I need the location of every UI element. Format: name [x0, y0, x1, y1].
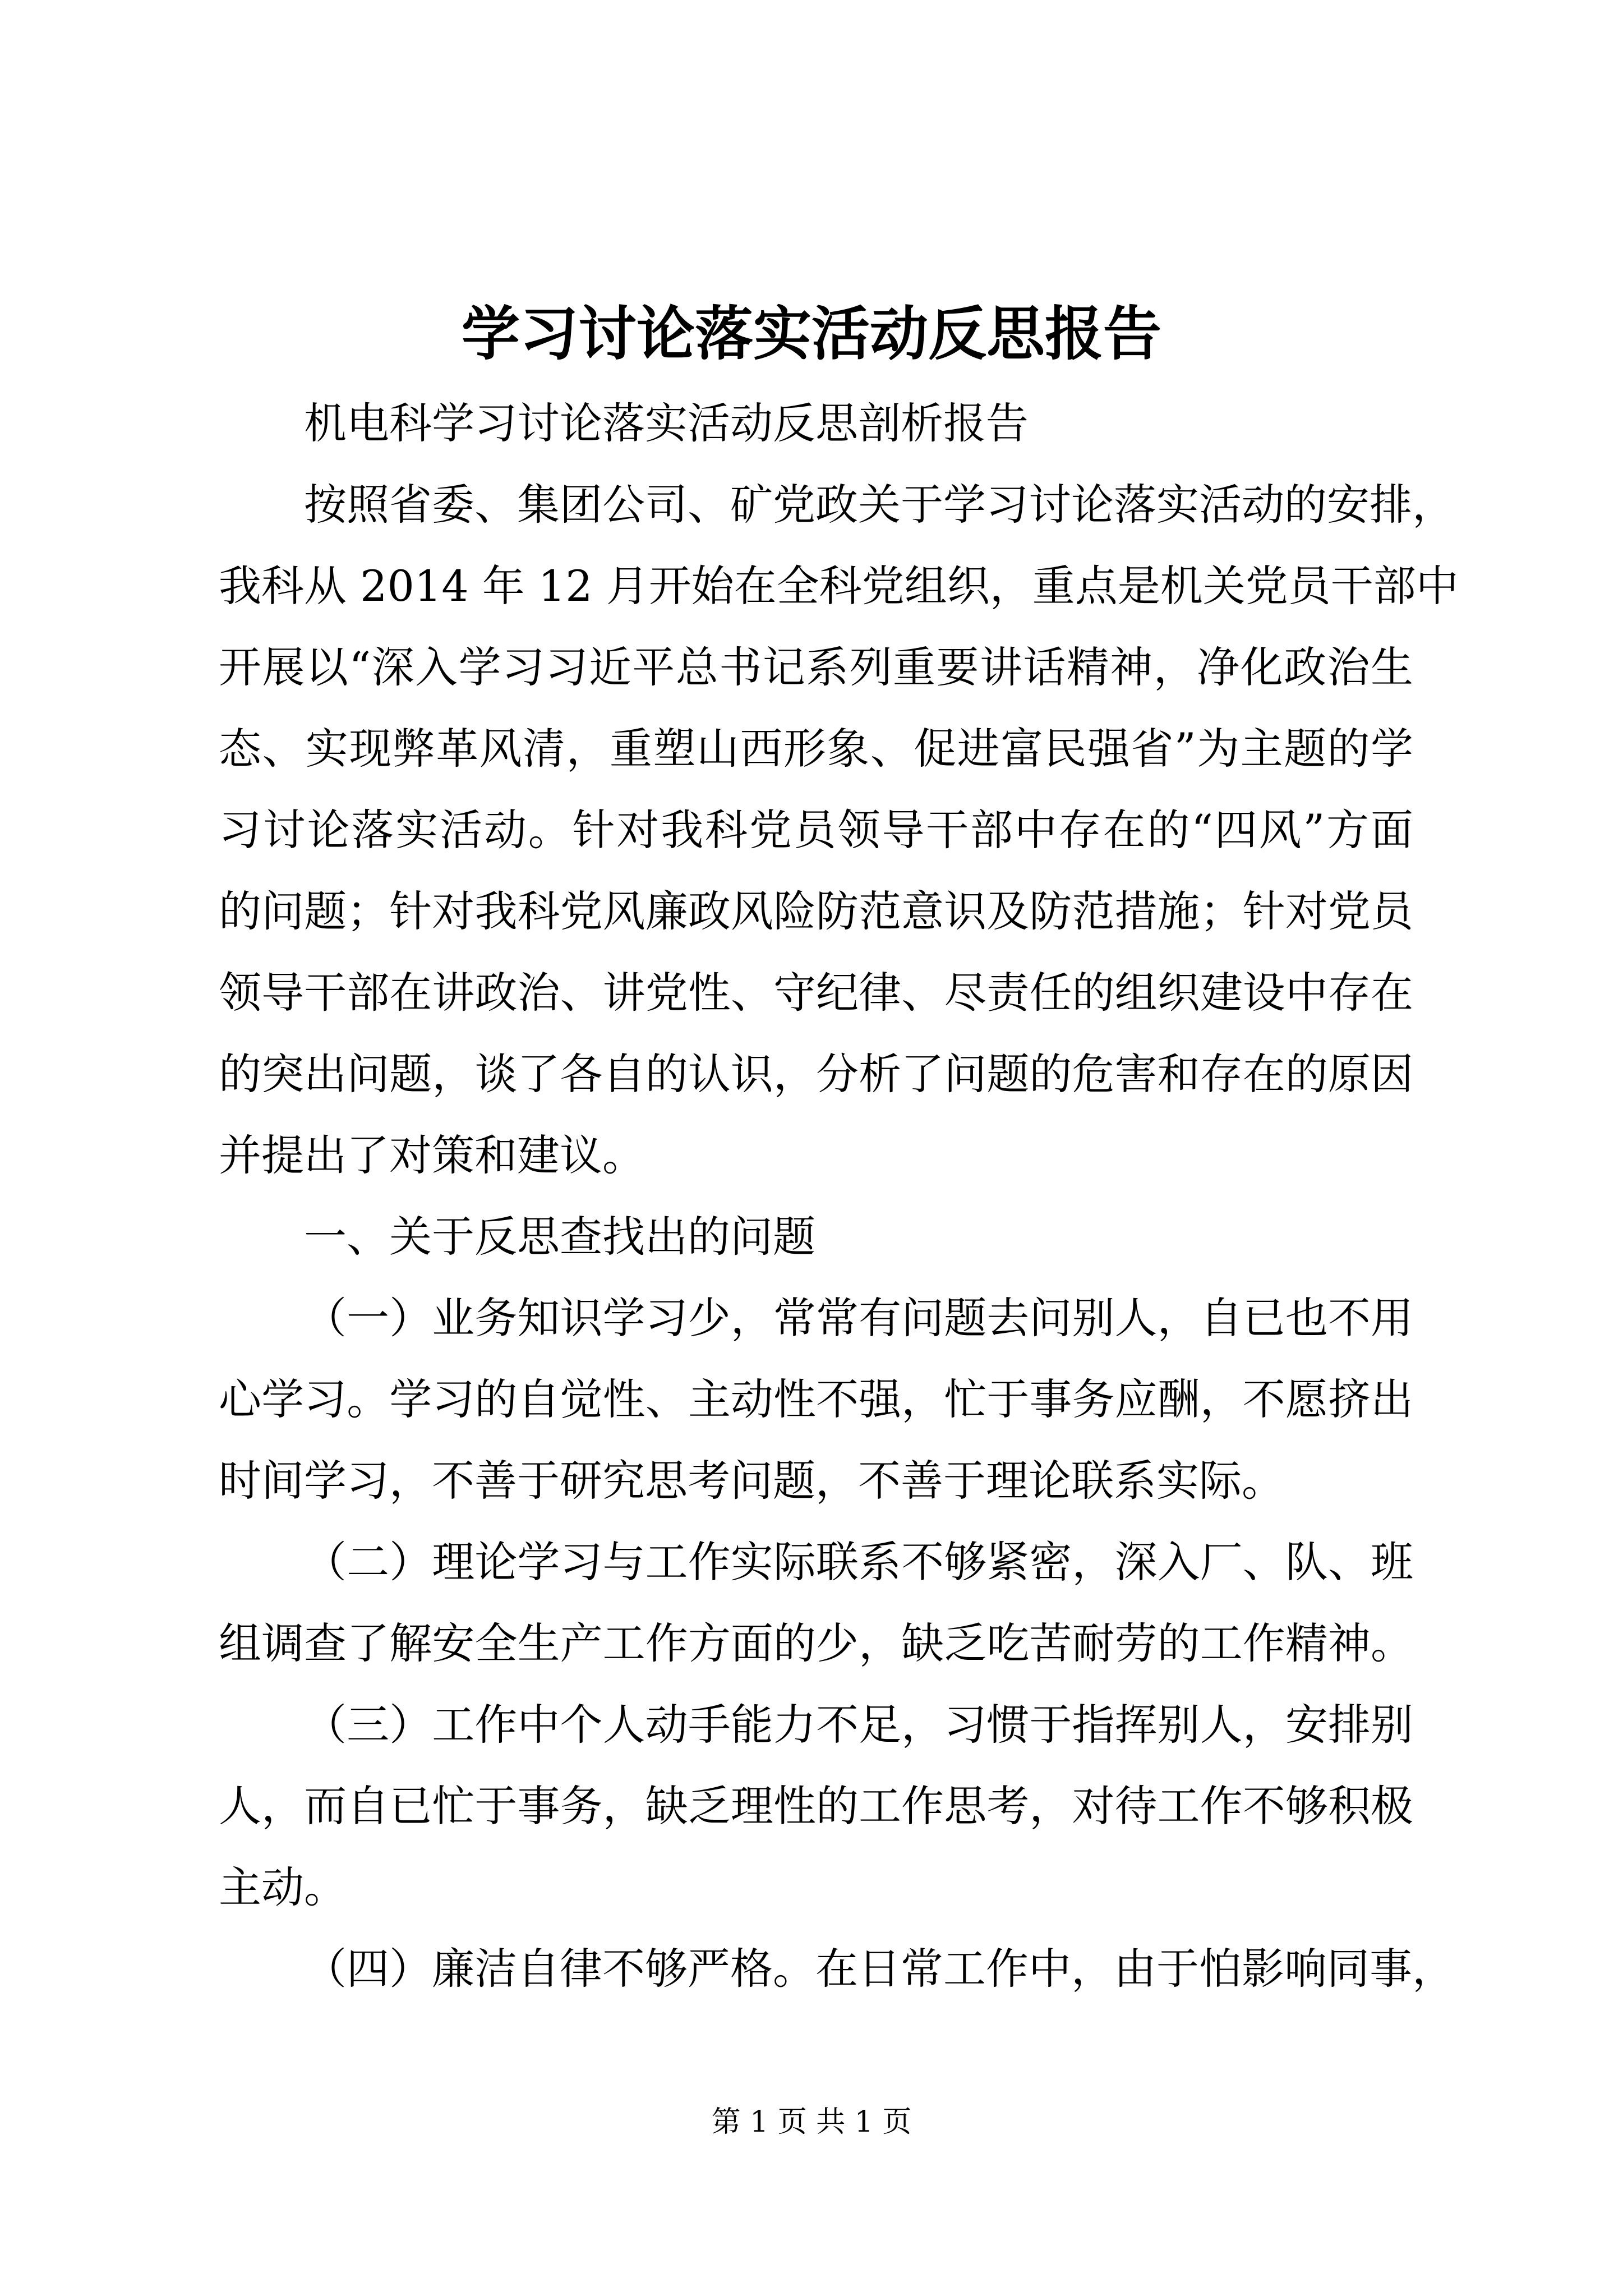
paragraph-line: 领导干部在讲政治、讲党性、守纪律、尽责任的组织建设中存在: [219, 968, 1413, 1018]
paragraph-line: 态、实现弊革风清，重塑山西形象、促进富民强省”为主题的学: [219, 724, 1413, 774]
paragraph-line: 的突出问题，谈了各自的认识，分析了问题的危害和存在的原因: [219, 1049, 1413, 1099]
paragraph-line: 的问题；针对我科党风廉政风险防范意识及防范措施；针对党员: [219, 886, 1413, 936]
paragraph-line: 人，而自已忙于事务，缺乏理性的工作思考，对待工作不够积极: [219, 1781, 1413, 1831]
paragraph-line: 开展以“深入学习习近平总书记系列重要讲话精神，净化政治生: [219, 642, 1413, 692]
section-heading: 一、关于反思查找出的问题: [304, 1212, 815, 1262]
paragraph-line: （一）业务知识学习少，常常有问题去问别人，自已也不用: [304, 1293, 1413, 1343]
paragraph-line: 并提出了对策和建议。: [219, 1130, 645, 1180]
paragraph-line: （二）理论学习与工作实际联系不够紧密，深入厂、队、班: [304, 1537, 1413, 1587]
paragraph-line: 我科从 2014 年 12 月开始在全科党组织，重点是机关党员干部中: [219, 561, 1459, 611]
paragraph-line: 主动。: [219, 1862, 347, 1912]
document-title: 学习讨论落实活动反思报告: [461, 299, 1161, 368]
paragraph-line: （四）廉洁自律不够严格。在日常工作中，由于怕影响同事，: [304, 1944, 1455, 1994]
paragraph-line: （三）工作中个人动手能力不足，习惯于指挥别人，安排别: [304, 1700, 1413, 1750]
paragraph-line: 心学习。学习的自觉性、主动性不强，忙于事务应酬，不愿挤出: [219, 1374, 1413, 1424]
subtitle-line: 机电科学习讨论落实活动反思剖析报告: [304, 398, 1029, 448]
page-footer: 第 1 页 共 1 页: [711, 2105, 912, 2139]
paragraph-line: 时间学习，不善于研究思考问题，不善于理论联系实际。: [219, 1456, 1284, 1506]
paragraph-line: 组调查了解安全生产工作方面的少，缺乏吃苦耐劳的工作精神。: [219, 1618, 1413, 1668]
paragraph-line: 按照省委、集团公司、矿党政关于学习讨论落实活动的安排，: [304, 480, 1455, 530]
paragraph-line: 习讨论落实活动。针对我科党员领导干部中存在的“四风”方面: [219, 805, 1413, 855]
